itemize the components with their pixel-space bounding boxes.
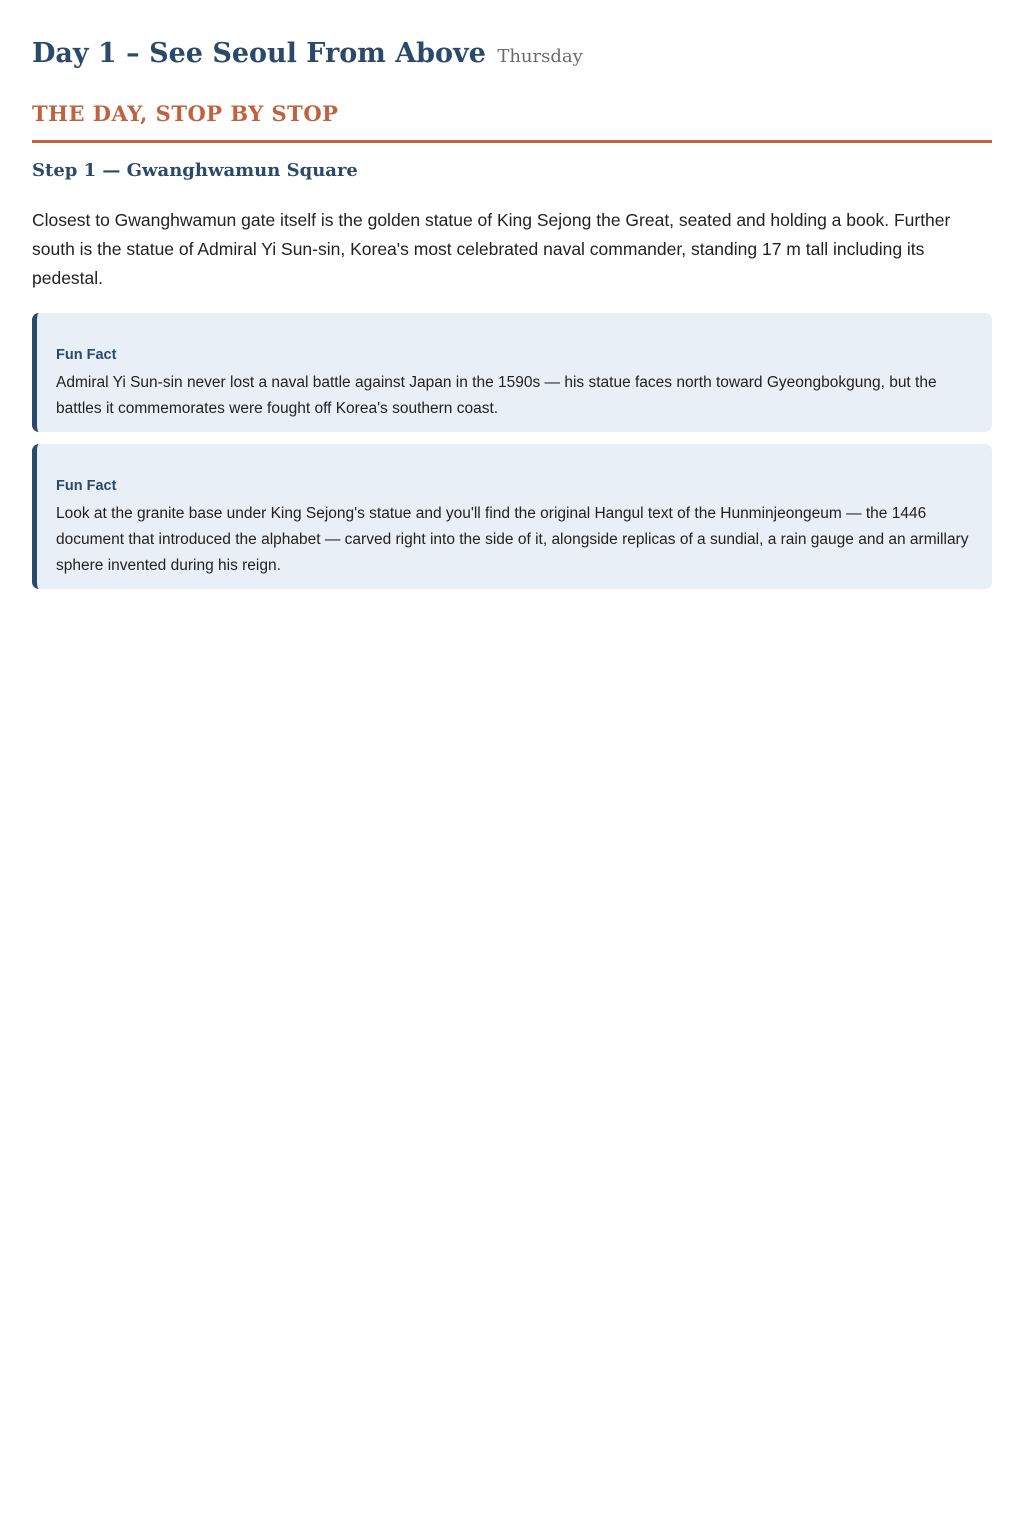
fun-fact-text: Look at the granite base under King Sejong's statue and you'll find the original Hangul text of the Hunminjeongeum — the 1446 document that introduced the alphabet — carved right into the side of it, alongside replicas of a sundial, a rain gauge and an armillary sphere invented during his reign. — [56, 505, 969, 574]
fun-fact-text: Admiral Yi Sun-sin never lost a naval battle against Japan in the 1590s — his statue faces north toward Gyeongbokgung, but the battles it commemorates were fought off Korea's southern coast. — [56, 374, 937, 417]
section-title: THE DAY, STOP BY STOP — [32, 97, 992, 143]
day-heading — [32, 34, 992, 77]
weekday-label: Thursday — [497, 46, 583, 67]
step-title: Step 1 — Gwanghwamun Square — [32, 160, 358, 181]
fun-fact-box — [32, 444, 992, 589]
step-description: Closest to Gwanghwamun gate itself is the golden statue of King Sejong the Great, seated and holding a book. Further south is the statue of Admiral Yi Sun-sin, Korea's most celebrated naval commander, standing 17 m tall including its pedestal. — [32, 210, 951, 288]
day-title: Day 1 – See Seoul From Above — [32, 38, 486, 69]
fun-fact-box — [32, 313, 992, 432]
itinerary-page — [0, 0, 1024, 589]
fun-fact-label: Fun Fact — [56, 347, 117, 363]
fun-fact-label: Fun Fact — [56, 478, 117, 494]
